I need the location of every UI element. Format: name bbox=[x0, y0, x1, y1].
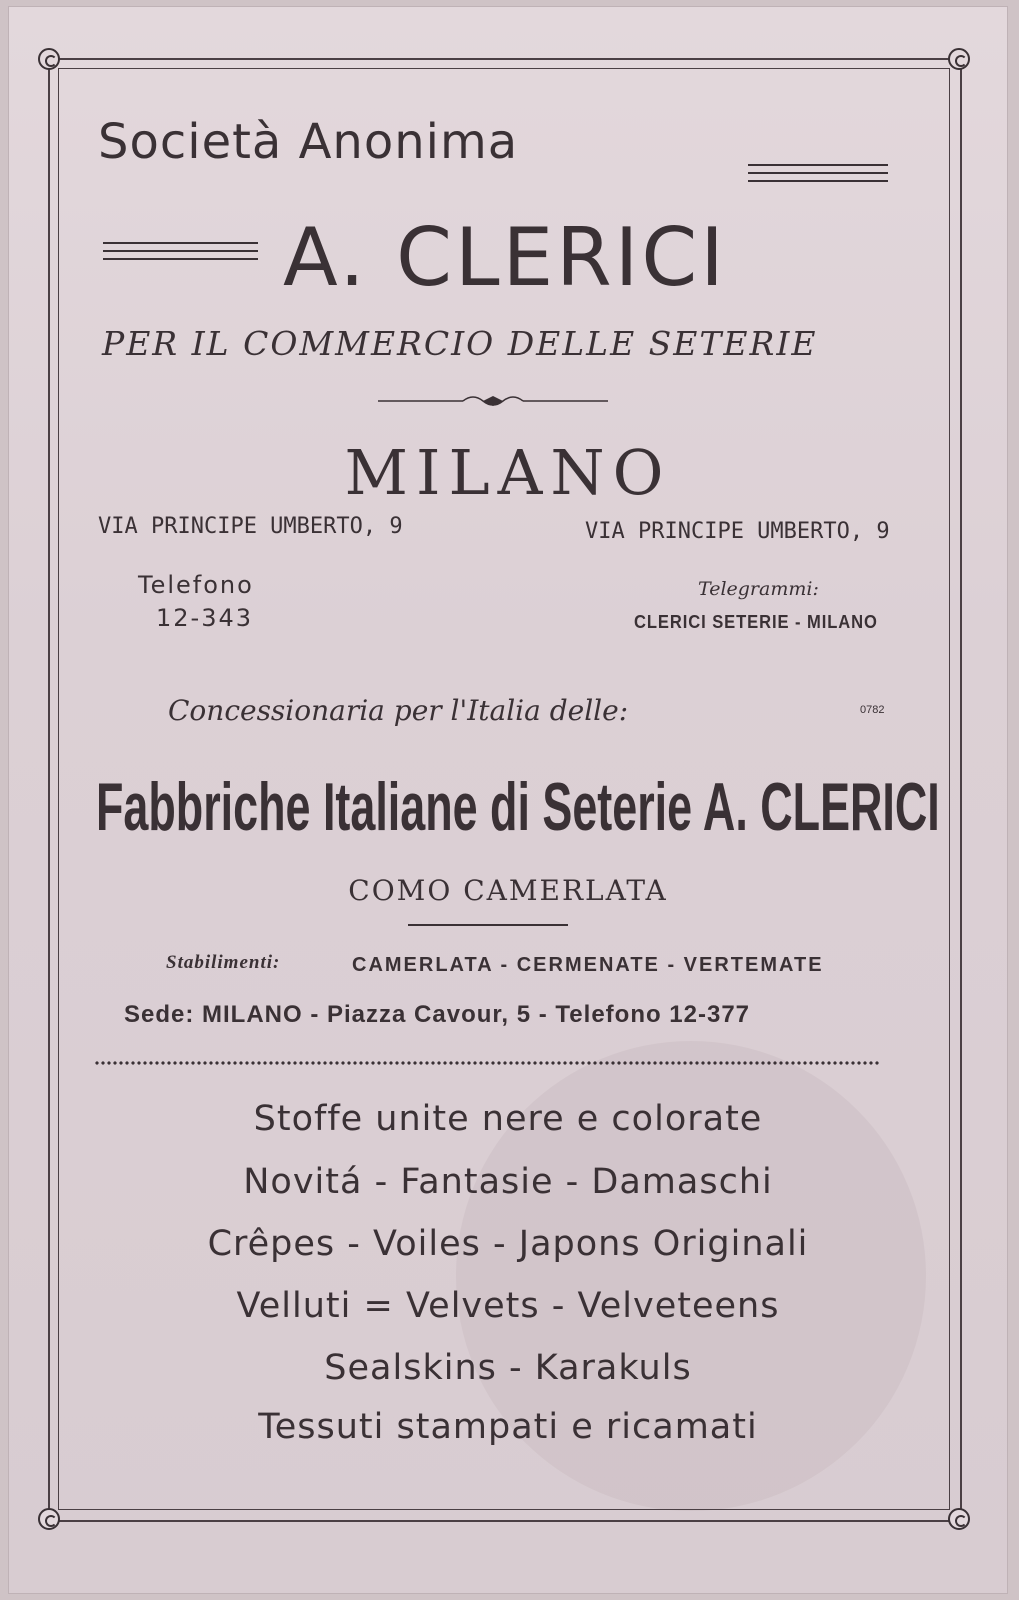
company-name: A. CLERICI bbox=[283, 211, 727, 304]
business-line: PER IL COMMERCIO DELLE SETERIE bbox=[102, 324, 818, 363]
plants-list: CAMERLATA - CERMENATE - VERTEMATE bbox=[352, 954, 824, 976]
factories-location: COMO CAMERLATA bbox=[348, 874, 668, 907]
plants-label: Stabilimenti: bbox=[166, 952, 281, 973]
product-line: Tessuti stampati e ricamati bbox=[258, 1407, 758, 1447]
phone-number: 12-343 bbox=[156, 604, 254, 632]
city-heading: MILANO bbox=[344, 436, 672, 509]
divider-ornament-icon bbox=[378, 391, 608, 411]
dotted-divider bbox=[94, 1060, 880, 1066]
decorative-lines bbox=[748, 164, 888, 188]
print-code: 0782 bbox=[860, 704, 885, 716]
telegram-address: CLERICI SETERIE - MILANO bbox=[634, 612, 878, 632]
corner-ornament-icon bbox=[38, 48, 60, 70]
product-line: Velluti = Velvets - Velveteens bbox=[236, 1286, 780, 1326]
product-line: Crêpes - Voiles - Japons Originali bbox=[207, 1224, 809, 1264]
address-left: VIA PRINCIPE UMBERTO, 9 bbox=[98, 514, 403, 539]
factories-name: Fabbriche Italiane di Seterie A. CLERICI bbox=[96, 769, 940, 845]
headquarters-line: Sede: MILANO - Piazza Cavour, 5 - Telefono 12-377 bbox=[124, 1001, 751, 1028]
address-right: VIA PRINCIPE UMBERTO, 9 bbox=[585, 519, 890, 544]
decorative-lines bbox=[103, 242, 258, 266]
company-type: Società Anonima bbox=[98, 114, 519, 170]
advertisement-page bbox=[8, 6, 1008, 1594]
corner-ornament-icon bbox=[948, 1508, 970, 1530]
product-line: Stoffe unite nere e colorate bbox=[253, 1099, 763, 1139]
corner-ornament-icon bbox=[38, 1508, 60, 1530]
corner-ornament-icon bbox=[948, 48, 970, 70]
underline-divider bbox=[408, 924, 568, 926]
concession-text: Concessionaria per l'Italia delle: bbox=[168, 694, 629, 727]
product-line: Novitá - Fantasie - Damaschi bbox=[243, 1162, 773, 1202]
phone-label: Telefono bbox=[138, 571, 254, 599]
telegram-label: Telegrammi: bbox=[698, 578, 819, 600]
product-line: Sealskins - Karakuls bbox=[324, 1348, 692, 1388]
